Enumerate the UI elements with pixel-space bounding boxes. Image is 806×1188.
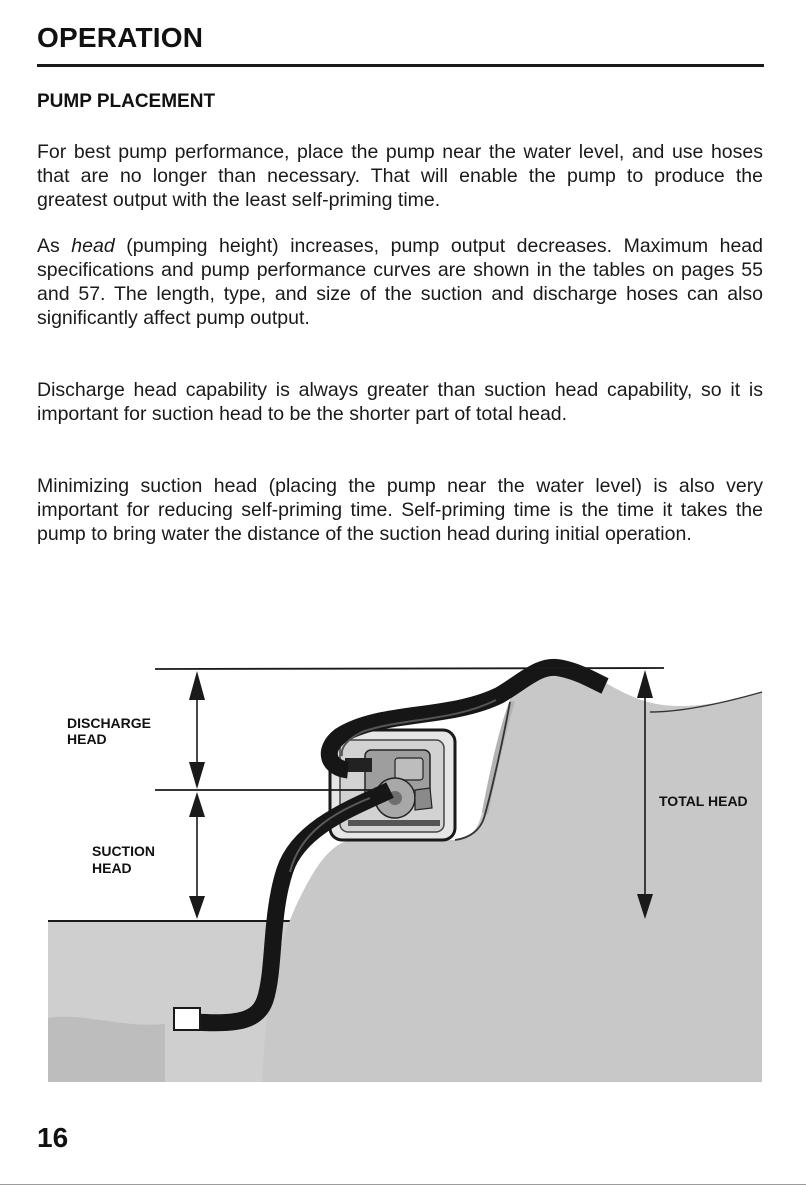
discharge-head-label-line2: HEAD: [67, 731, 107, 747]
paragraph-self-priming: Minimizing suction head (placing the pump near the water level) is also very important for reducing self-priming time. Self-priming time is the time it takes the pump to bring water the distance of the suction head during initial operation.: [37, 475, 763, 545]
pump-base: [348, 820, 440, 826]
fuel-tank: [395, 758, 423, 780]
discharge-outlet: [345, 758, 372, 772]
pump-placement-diagram: [0, 640, 806, 1090]
water-bottom-wave: [48, 1017, 165, 1082]
pump-intake: [415, 788, 432, 810]
suction-arrow-top: [189, 792, 205, 817]
page-bottom-edge: [0, 1184, 806, 1185]
paragraph-head: [37, 234, 763, 330]
suction-arrow-bottom: [189, 896, 205, 919]
paragraph-head-prefix: As: [37, 235, 72, 257]
header-rule: [37, 64, 764, 67]
subsection-title: PUMP PLACEMENT: [37, 91, 216, 112]
paragraph-discharge-capability: Discharge head capability is always greater than suction head capability, so it is important for suction head to be the shorter part of total head.: [37, 379, 763, 425]
page-number: 16: [37, 1122, 69, 1153]
head-term: head: [71, 235, 115, 257]
total-arrow-top: [637, 670, 653, 698]
discharge-arrow-top: [189, 671, 205, 700]
section-title: OPERATION: [37, 22, 204, 53]
paragraph-placement: For best pump performance, place the pump near the water level, and use hoses that are no longer than necessary. That will enable the pump to produce the greatest output with the least self-priming time.: [37, 141, 763, 211]
paragraph-head-rest: (pumping height) increases, pump output decreases. Maximum head specifications and pump performance curves are shown in the tables on pages 55 and 57. The length, type, and size of the suction and discharge hoses can also significantly affect pump output.: [37, 235, 763, 329]
discharge-arrow-bottom: [189, 762, 205, 789]
suction-head-label-line2: HEAD: [92, 860, 132, 876]
discharge-head-label-line1: DISCHARGE: [67, 715, 152, 731]
strainer: [174, 1008, 200, 1030]
discharge-level-line: [155, 668, 664, 669]
total-head-label: TOTAL HEAD: [659, 793, 748, 809]
suction-head-label-line1: SUCTION: [92, 843, 155, 859]
